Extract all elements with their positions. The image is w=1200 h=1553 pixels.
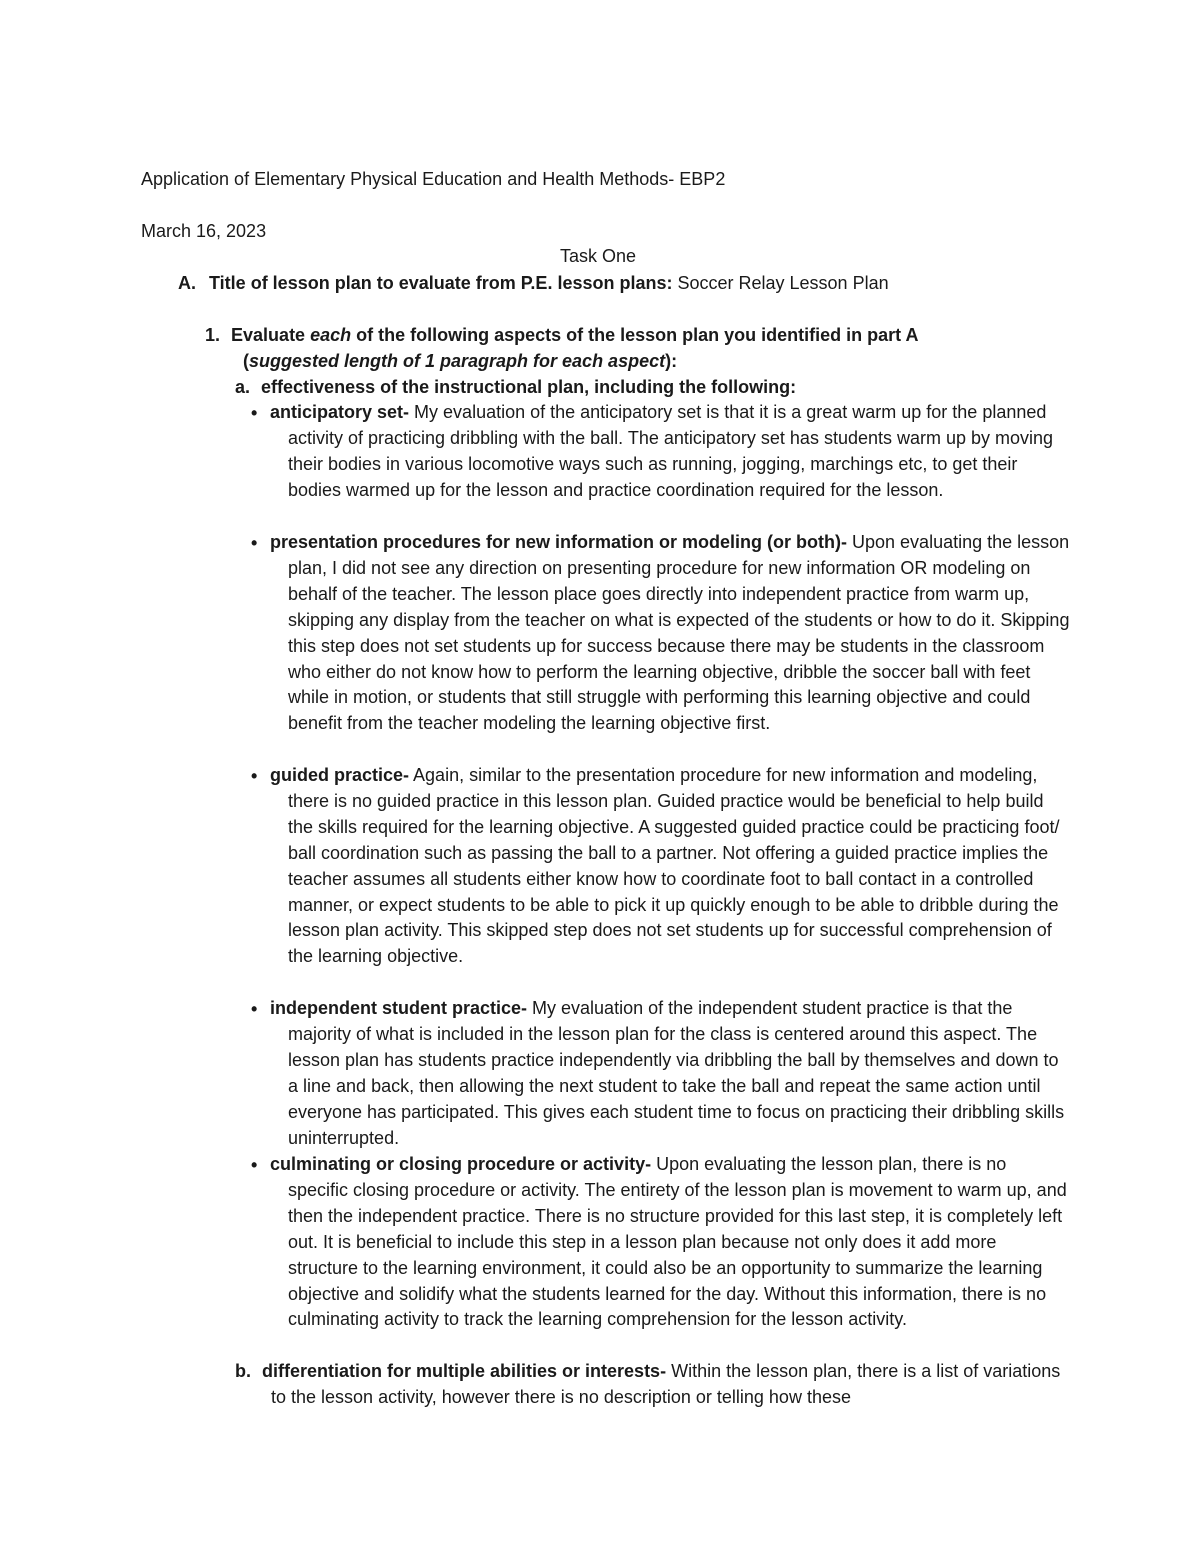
document-date: March 16, 2023: [141, 221, 267, 241]
bullet-anticipatory-set: [270, 400, 1070, 504]
bullet-icon: •: [251, 403, 258, 423]
bullet-presentation-procedures: [270, 530, 1070, 737]
bullet-head: culminating or closing procedure or activity-: [270, 1154, 652, 1174]
item-1-emphasis: each: [310, 325, 352, 345]
section-a-marker: A.: [178, 273, 196, 293]
sub-a-marker: a.: [235, 377, 251, 397]
course-title: Application of Elementary Physical Education and Health Methods- EBP2: [141, 169, 726, 189]
item-1-line-1: [205, 322, 918, 348]
item-1-marker: 1.: [205, 325, 221, 345]
item-1-note: suggested length of 1 paragraph for each aspect: [249, 351, 666, 371]
bullet-text: My evaluation of the independent student practice is that the majority of what is included in the lesson plan for the class is centered around this aspect. The lesson plan has students practice independently via dribbling the ball by themselves and down to a line and back, then allowing the next student to take the ball and repeat the same action until everyone has participated. This gives each student time to focus on practicing their dribbling skills uninterrupted.: [288, 998, 1065, 1148]
sub-b-marker: b.: [235, 1361, 251, 1381]
task-title: Task One: [560, 246, 637, 266]
sub-b: [235, 1359, 1065, 1411]
section-a-label: Title of lesson plan to evaluate from P.E. lesson plans:: [209, 273, 673, 293]
item-1-paren-open: (: [243, 351, 249, 371]
bullet-culminating-procedure: [270, 1152, 1070, 1333]
bullet-guided-practice: [270, 763, 1070, 970]
sub-a-label: effectiveness of the instructional plan, including the following:: [261, 377, 797, 397]
bullet-head: presentation procedures for new information or modeling (or both)-: [270, 532, 848, 552]
bullet-text: Again, similar to the presentation procedure for new information and modeling, there is no guided practice in this lesson plan. Guided practice would be beneficial to help build the skills required for the learning objective. A suggested guided practice could be practicing foot/ ball coordination such as passing the ball to a partner. Not offering a guided practice implies the teacher assumes all students either know how to coordinate foot to ball contact in a controlled manner, or expect students to be able to pick it up quickly enough to be able to dribble during the lesson plan activity. This skipped step does not set students up for successful comprehension of the learning objective.: [288, 765, 1060, 967]
item-1-line-2: [243, 348, 677, 374]
bullet-icon: •: [251, 1155, 258, 1175]
bullet-icon: •: [251, 533, 258, 553]
bullet-text: My evaluation of the anticipatory set is that it is a great warm up for the planned activity of practicing dribbling with the ball. The anticipatory set has students warm up by moving their bodies in various locomotive ways such as running, jogging, marchings etc, to get their bodies warmed up for the lesson and practice coordination required for the lesson.: [288, 402, 1054, 500]
sub-b-text: Within the lesson plan, there is a list of variations to the lesson activity, however there is no description or telling how these: [271, 1361, 1061, 1407]
section-a-value: Soccer Relay Lesson Plan: [672, 273, 889, 293]
bullet-head: anticipatory set-: [270, 402, 410, 422]
bullet-text: Upon evaluating the lesson plan, there is no specific closing procedure or activity. The entirety of the lesson plan is movement to warm up, and then the independent practice. There is no structure provided for this last step, it is completely left out. It is beneficial to include this step in a lesson plan because not only does it add more structure to the learning environment, it could also be an opportunity to summarize the learning objective and solidify what the students learned for the day. Without this information, there is no culminating activity to track the learning comprehension for the lesson activity.: [288, 1154, 1067, 1330]
item-1-text-a: Evaluate: [231, 325, 311, 345]
item-1-text-b: of the following aspects of the lesson plan you identified in part A: [351, 325, 919, 345]
bullet-text: Upon evaluating the lesson plan, I did not see any direction on presenting procedure for new information OR modeling on behalf of the teacher. The lesson place goes directly into independent practice from warm up, skipping any display from the teacher on what is expected of the students or how to do it. Skipping this step does not set students up for success because there may be students in the classroom who either do not know how to perform the learning objective, dribble the soccer ball with feet while in motion, or students that still struggle with performing this learning objective and could benefit from the teacher modeling the learning objective first.: [288, 532, 1070, 734]
section-a: [178, 270, 889, 296]
bullet-head: independent student practice-: [270, 998, 528, 1018]
bullet-icon: •: [251, 766, 258, 786]
bullet-head: guided practice-: [270, 765, 410, 785]
item-1-paren-close: ):: [665, 351, 678, 371]
sub-a: [235, 374, 796, 400]
bullet-icon: •: [251, 999, 258, 1019]
bullet-independent-practice: [270, 996, 1070, 1151]
sub-b-label: differentiation for multiple abilities or interests-: [262, 1361, 667, 1381]
